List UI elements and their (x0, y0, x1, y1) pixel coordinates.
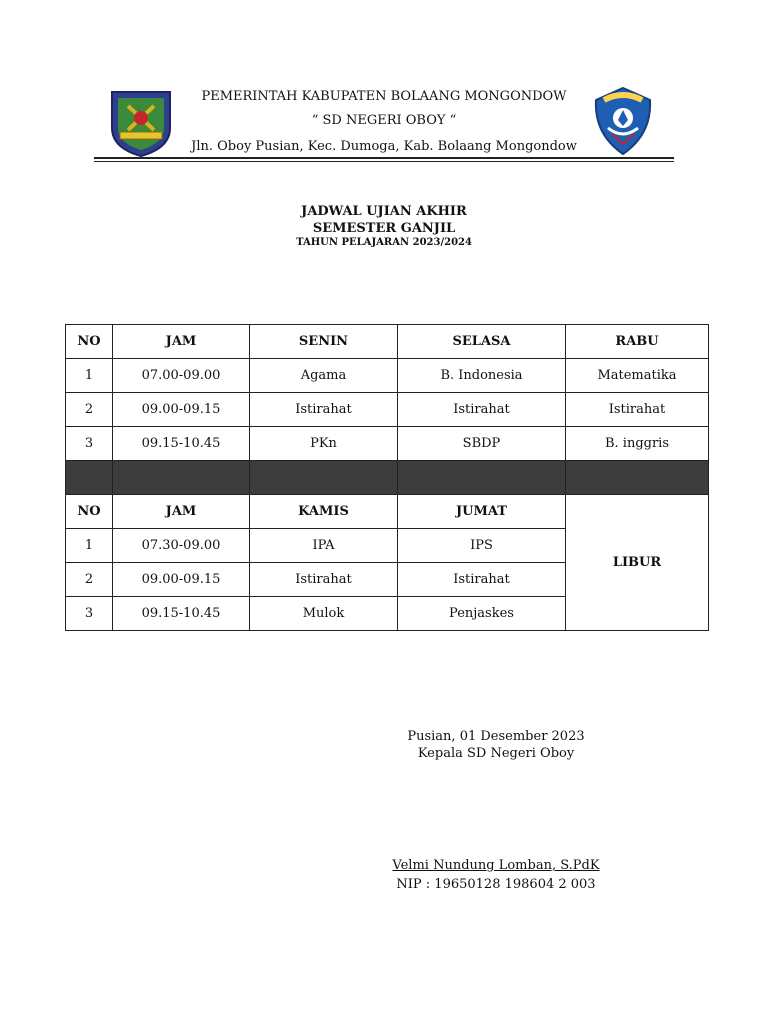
cell-jam: 09.15-10.45 (113, 427, 250, 461)
cell-selasa: B. Indonesia (398, 359, 566, 393)
signature-nip: NIP : 19650128 198604 2 003 (396, 877, 596, 892)
letterhead-divider-thick (94, 157, 674, 159)
header-no: NO (66, 495, 113, 529)
cell-jam: 09.00-09.15 (113, 393, 250, 427)
cell-selasa: Istirahat (398, 393, 566, 427)
cell-senin: Istirahat (250, 393, 398, 427)
cell-jumat: Penjaskes (398, 597, 566, 631)
separator-cell (566, 461, 709, 495)
cell-jumat: IPS (398, 529, 566, 563)
cell-rabu: Matematika (566, 359, 709, 393)
letterhead-divider-thin (94, 161, 674, 162)
exam-schedule-table (65, 324, 709, 631)
cell-no: 1 (66, 359, 113, 393)
cell-no: 2 (66, 563, 113, 597)
academic-year: TAHUN PELAJARAN 2023/2024 (296, 237, 472, 248)
document-subtitle: SEMESTER GANJIL (312, 221, 456, 236)
cell-senin: PKn (250, 427, 398, 461)
separator-cell (66, 461, 113, 495)
letterhead-government: PEMERINTAH KABUPATEN BOLAANG MONGONDOW (201, 89, 567, 104)
header-selasa: SELASA (398, 325, 566, 359)
letterhead-address: Jln. Oboy Pusian, Kec. Dumoga, Kab. Bolaang Mongondow (191, 139, 577, 154)
header-kamis: KAMIS (250, 495, 398, 529)
table-header-row (66, 495, 709, 529)
cell-kamis: IPA (250, 529, 398, 563)
cell-selasa: SBDP (398, 427, 566, 461)
cell-jam: 07.00-09.00 (113, 359, 250, 393)
cell-kamis: Mulok (250, 597, 398, 631)
cell-jumat: Istirahat (398, 563, 566, 597)
cell-jam: 09.15-10.45 (113, 597, 250, 631)
cell-rabu: B. inggris (566, 427, 709, 461)
signature-place-date: Pusian, 01 Desember 2023 (407, 729, 585, 744)
header-jam: JAM (113, 495, 250, 529)
header-rabu: RABU (566, 325, 709, 359)
header-no: NO (66, 325, 113, 359)
header-senin: SENIN (250, 325, 398, 359)
signature-position: Kepala SD Negeri Oboy (417, 746, 575, 761)
separator-cell (398, 461, 566, 495)
separator-row (66, 461, 709, 495)
letterhead-school: “ SD NEGERI OBOY “ (311, 113, 457, 128)
tut-wuri-handayani-emblem-icon (590, 86, 656, 156)
header-jumat: JUMAT (398, 495, 566, 529)
regency-emblem-icon (108, 88, 174, 158)
separator-cell (250, 461, 398, 495)
cell-jam: 09.00-09.15 (113, 563, 250, 597)
cell-no: 3 (66, 597, 113, 631)
libur-cell: LIBUR (566, 495, 709, 631)
signature-name: Velmi Nundung Lomban, S.PdK (392, 858, 600, 873)
table-row (66, 393, 709, 427)
table-row (66, 427, 709, 461)
cell-no: 3 (66, 427, 113, 461)
table-row (66, 359, 709, 393)
cell-no: 1 (66, 529, 113, 563)
table-header-row (66, 325, 709, 359)
cell-jam: 07.30-09.00 (113, 529, 250, 563)
cell-senin: Agama (250, 359, 398, 393)
letterhead (0, 0, 768, 170)
cell-kamis: Istirahat (250, 563, 398, 597)
cell-no: 2 (66, 393, 113, 427)
cell-rabu: Istirahat (566, 393, 709, 427)
header-jam: JAM (113, 325, 250, 359)
document-title: JADWAL UJIAN AKHIR (301, 204, 467, 219)
separator-cell (113, 461, 250, 495)
